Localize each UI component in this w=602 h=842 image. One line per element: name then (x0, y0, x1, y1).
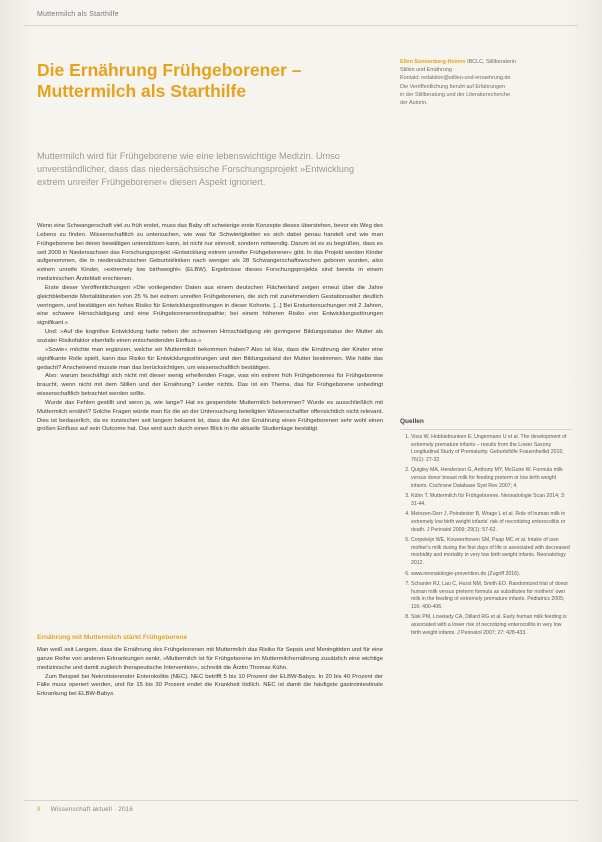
body-paragraph: Und: »Auf die kognitive Entwicklung hatte neben der schweren Hirnschädigung ein geringerer Bildungsstatus der Mutter als sozialer Risikofaktor ebenfalls einen entscheidenden Einfluss.« (37, 329, 383, 344)
reference-item: 5. Corpeleijn WE, Kouwenhoven SM, Paap MC et al. Intake of own mother's milk during the first days of life is associated with decreased morbidity and mortality in very low birth weight infants. Neonatology 2012. (411, 537, 572, 567)
article-title (37, 60, 367, 102)
section-body (37, 646, 383, 699)
author-line: Stillen und Ernährung (400, 67, 452, 74)
publication-name: Wissenschaft aktuell · 2016 (50, 806, 134, 813)
footer-divider (24, 800, 578, 801)
body-paragraph: Erste dieser Veröffentlichungen »Die vorliegenden Daten aus einem deutschen Flächenland zeigen erneut über die Jahre gleichbleibende Mortalitätsraten von 25 % bei extrem unreifen Frühgeborenen, die sich mit zunehmendem Gestationsalter deutlich verringern, und bestätigen ein hohes Risiko für Entwicklungsstörungen in dieser Kohorte. [...] Bei Erstuntersuchungen mit 2 Jahren, eine schwere Hirnschädigung und eine Frühgeborenenretinopathie; bei einem höheren Risiko von Entwicklungsstörungen signifikant.« (37, 284, 383, 327)
title-line-1: Die Ernährung Frühgeborener – (37, 60, 302, 80)
article-body (37, 222, 383, 434)
author-box (400, 58, 570, 107)
page-footer (37, 806, 133, 813)
author-line: der Autorin. (400, 100, 428, 107)
reference-item: 4. Meinzen-Derr J, Poindexter B, Wrage L et al. Role of human milk in extremely low birth weight infants' risk of necrotizing enterocolitis or death. J Perinatol 2009; 29(1): 57-62. (411, 511, 572, 534)
references-list (400, 434, 572, 637)
body-paragraph: Also: warum beschäftigt sich nicht mit dieser wenig erhellenden Frage, was ein extrem früh Frühgeborenes für Frühgeborene braucht, wenn nicht mit dem Stillen und der Ernährung? Leider nichts. Das ist ein Thema, das für Frühgeborene unbedingt wissenschaftlich betrachtet werden sollte. (37, 373, 383, 398)
reference-item: 2. Quigley MA, Henderson G, Anthony MY, McGuire W. Formula milk versus donor breast milk for feeding preterm or low birth weight infants. Cochrane Database Syst Rev 2007; 4. (411, 467, 572, 490)
author-line: in der Stillberatung und der Literaturrecherche (400, 91, 510, 98)
author-line: Die Veröffentlichung beruht auf Erfahrungen (400, 83, 506, 90)
body-paragraph: Wenn eine Schwangerschaft viel zu früh endet, muss das Baby oft schwierige erste Konzepte dieses überstehen, bevor ein Weg des Lebens zu finden. Wissenschaftlich zu untersuchen, wie was für Schwierigkeiten es sich dabei genau handelt und wie man Frühgeborene bei deren bewältigen unterstützen kann, ist nicht nur sinnvoll, sondern notwendig. Darum ist es zu begrüßen, dass es seit 2009 in Niedersachsen das Forschungsprojekt »Entwicklung extrem unreifer Frühgeborener« gibt. In das Projekt werden Kinder aufgenommen, die in niedersächsischen Geburtskliniken nach weniger als 28 Schwangerschaftswochen geboren wurden, also extrem unreife Kinder, »extremely low birthweight« (ELBW). Ergebnisse dieses Forschungsprojekts sind bereits in einem medizinischen Ärzteblatt erschienen. (37, 223, 383, 283)
running-header: Muttermilch als Starthilfe (37, 11, 119, 18)
reference-item: 7. Schanler RJ, Lau C, Hurst NM, Smith EO. Randomized trial of donor human milk versus preterm formula as substitutes for mothers' own milk in the feeding of extremely premature infants. Pediatrics 2005; 116: 400-406. (411, 581, 572, 611)
top-divider (24, 25, 578, 26)
reference-item: 6. www.neonatologie-prevention.de (Zugriff 2016). (411, 571, 572, 579)
references (400, 418, 572, 640)
section-paragraph: Zum Beispiel bei Nekrotisierender Enterokolitis (NEC). NEC betrifft 5 bis 10 Prozent der ELBW-Babys. In 20 bis 40 Prozent der Fälle muss operiert werden, und für 15 bis 30 Prozent endet die Krankheit tödlich. NEC ist damit die häufigste gastrointestinale Erkrankung bei ELBW-Babys. (37, 673, 383, 698)
reference-item: 3. Kühn T. Muttermilch für Frühgeborene. Neonatologie Scan 2014; 3: 31-44. (411, 493, 572, 508)
references-divider (400, 429, 572, 430)
references-heading: Quellen (400, 418, 424, 425)
page-number: 8 (37, 806, 41, 813)
section-paragraph: Man weiß seit Langem, dass die Ernährung des Frühgeborenen mit Muttermilch das Risiko für Sepsis und Meningitiden und für eine ganze Reihe von anderen Erkrankungen senkt. »Muttermilch ist für Frühgeborene im Muttermilchernährung zusätzlich eine wichtige medizinische und damit zugleich therapeutische Intervention«, schreibt die Ärztin Thomas Kühn. (37, 647, 383, 671)
body-paragraph: »Sowie« möchte man ergänzen, welche wir Muttermilch bekommen haben? Also ist klar, dass die Ernährung der Kinder eine signifikante Rolle spielt, kann das Risiko für Entwicklungsstörungen und den Bildungsstand der Mutter bestimmen. Wie hätte das gedacht? Anscheinend musste man das berücksichtigen, um wissenschaftlich bestätigen. (37, 346, 383, 371)
reference-item: 8. Sisk PM, Lovelady CA, Dillard RG et al. Early human milk feeding is associated with a lower risk of necrotizing enterocolitis in very low birth weight infants. J Perinatol 2007; 27: 428-433. (411, 614, 572, 637)
section-heading: Ernährung mit Muttermilch stärkt Frühgeborene (37, 634, 188, 641)
author-line: IBCLC, Stillberaterin (467, 59, 516, 65)
title-line-2: Muttermilch als Starthilfe (37, 81, 247, 101)
author-line: Kontakt: redaktion@stillen-und-ernaehrung.de (400, 75, 511, 82)
author-name: Ellen Sonnenberg-Heinen (400, 59, 466, 65)
body-paragraph: Wurde das Fehlen gestillt und wenn ja, wie lange? Hat es gespendete Muttermilch bekommen? Wurde es ausschließlich mit Muttermilch ernährt? Solche Fragen würde man für die an der Untersuchung beteiligten Wissenschaftler offensichtlich nicht relevant. Dies ist bedauerlich, da es inzwischen seit langem bekannt ist, dass die Art der Ernährung eines Frühgeborenen sehr wohl einen großen Einfluss auf sein Outcome hat. Das wird auch durch einen Blick in die aktuelle Studienlage bestätigt. (37, 399, 383, 433)
reference-item: 1. Voss W, Hobbiebrunken E, Ungermann U et al. The development of extremely premature infants – results from the Lower Saxony Longitudinal Study of Prematurity. Geburtshilfe Frauenheilkd 2016; 76(1): 27-32. (411, 434, 572, 464)
article-lead: Muttermilch wird für Frühgeborene wie eine lebenswichtige Medizin. Umso unverständlicher, dass das niedersächsische Forschungsprojekt »Entwicklung extrem unreifer Frühgeborener« diesen Aspekt ignoriert. (37, 151, 355, 187)
